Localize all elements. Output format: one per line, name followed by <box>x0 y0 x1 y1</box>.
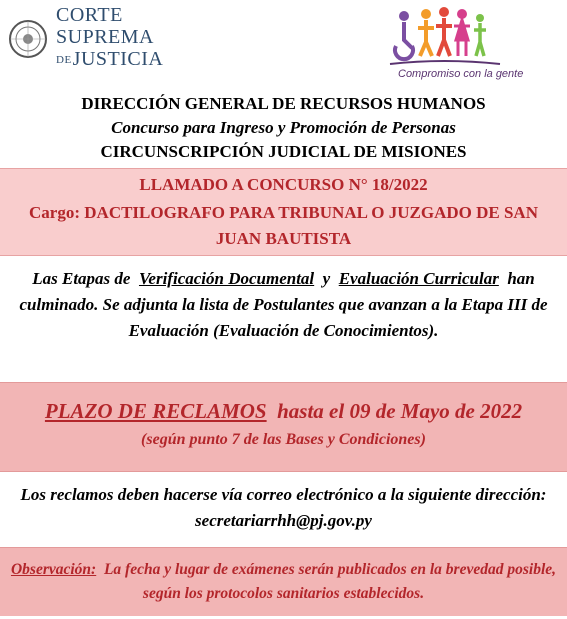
plazo-note: (según punto 7 de las Bases y Condiciones) <box>141 431 426 448</box>
corte-suprema-logo <box>56 4 166 76</box>
plazo-panel <box>0 382 567 472</box>
header <box>0 0 567 92</box>
seal-icon <box>8 6 48 72</box>
evaluacion-link[interactable]: Evaluación Curricular <box>338 269 499 288</box>
llamado-number: LLAMADO A CONCURSO N° 18/2022 <box>139 175 428 194</box>
plazo-label: PLAZO DE RECLAMOS <box>44 399 267 423</box>
llamado-panel <box>0 168 567 256</box>
observacion-body: La fecha y lugar de exámenes serán publicados en la brevedad posible, según los protocolos sanitarios establecidos. <box>103 561 557 602</box>
logo-line-1: CORTE <box>56 4 123 26</box>
cargo-text: Cargo: DACTILOGRAFO PARA TRIBUNAL O JUZGADO DE SAN JUAN BAUTISTA <box>29 203 538 248</box>
plazo-heading <box>0 397 567 425</box>
reclamos-paragraph <box>12 482 555 534</box>
title-line-1: DIRECCIÓN GENERAL DE RECURSOS HUMANOS <box>81 94 486 113</box>
verificacion-link[interactable]: Verificación Documental <box>138 269 315 288</box>
etapas-pre: Las Etapas de <box>32 269 131 288</box>
etapas-mid: y <box>322 269 331 288</box>
logo-line-2: SUPREMA <box>56 26 154 48</box>
title-line-3: CIRCUNSCRIPCIÓN JUDICIAL DE MISIONES <box>100 142 467 161</box>
logo-justicia: JUSTICIA <box>72 48 164 70</box>
reclamos-text: Los reclamos deben hacerse vía correo electrónico a la siguiente dirección: <box>20 485 547 504</box>
observacion-label: Observación: <box>10 561 97 578</box>
logo-line-3 <box>56 48 163 71</box>
compromiso-caption: Compromiso con la gente <box>398 68 524 80</box>
title-line-2: Concurso para Ingreso y Promoción de Personas <box>111 118 456 137</box>
reclamos-email[interactable]: secretariarrhh@pj.gov.py <box>195 511 372 530</box>
observacion-text <box>6 558 561 606</box>
title-block <box>0 92 567 164</box>
logo-de: DE <box>56 54 72 67</box>
observacion-panel <box>0 547 567 616</box>
etapas-paragraph <box>12 266 555 344</box>
plazo-date: hasta el 09 de Mayo de 2022 <box>277 399 523 423</box>
etapas-post: han culminado. Se adjunta la lista de Postulantes que avanzan a la Etapa III de Evaluación (Evaluación de Conocimientos). <box>19 269 548 340</box>
